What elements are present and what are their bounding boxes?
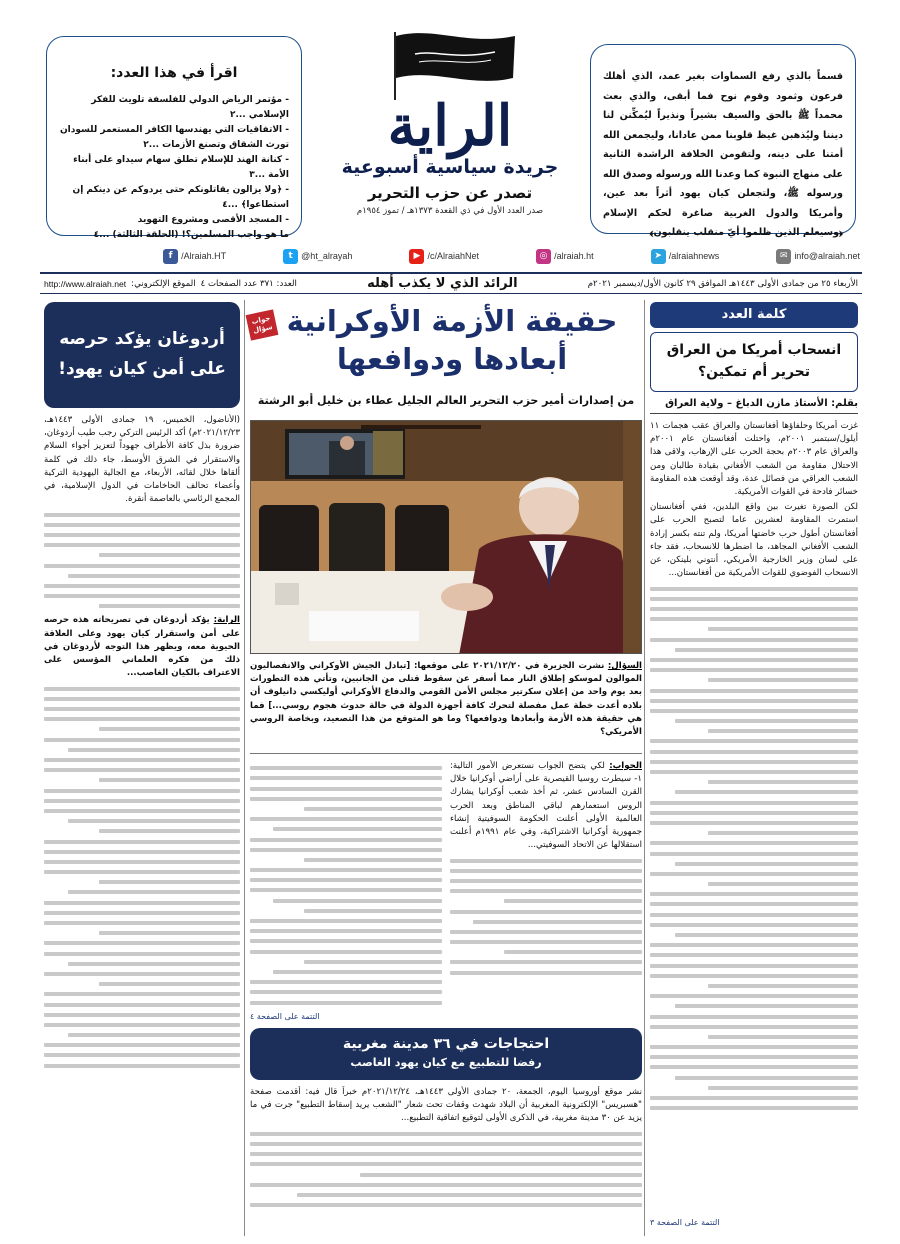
text-line (250, 868, 442, 872)
text-line (675, 1004, 858, 1008)
text-line (675, 1076, 858, 1080)
question-label: السؤال: (607, 661, 642, 671)
text-line (68, 1033, 240, 1037)
text-line (708, 729, 858, 733)
text-line (450, 960, 642, 964)
text-line (44, 717, 240, 721)
text-line (99, 880, 240, 884)
text-line (450, 930, 642, 934)
text-line (68, 890, 240, 894)
youtube-icon: ▶ (409, 249, 424, 264)
social-label: @ht_alrayah (301, 251, 353, 261)
text-line (450, 869, 642, 873)
text-line (650, 821, 858, 825)
text-line (650, 668, 858, 672)
editorial-text-placeholder (650, 587, 858, 1111)
publisher: تصدر عن حزب التحرير (367, 184, 533, 202)
text-line (68, 962, 240, 966)
text-line (273, 827, 442, 831)
logo-text: الراية (387, 93, 513, 159)
social-link[interactable] (406, 249, 479, 264)
text-line (44, 758, 240, 762)
text-line (650, 892, 858, 896)
morocco-text: نشر موقع أوروسيا اليوم، الجمعة، ٢٠ جمادى الأولى ١٤٤٣هـ، ٢٠٢١/١٢/٢٤م خبراً قال فيه: أقدمت صفحة "هسبريس" الإلكترونية المغربية أن البلاد شهدت وقفات تحت شعار "الشعب يريد إسقاط التطبيع" جرت في ما يزيد عن ٣٠ مدينة مغربية، في الذكرى الأولى لتوقيع اتفاقية التطبيع... (250, 1087, 642, 1124)
text-line (450, 859, 642, 863)
text-line (650, 974, 858, 978)
text-line (44, 1053, 240, 1057)
social-link[interactable] (280, 249, 352, 264)
text-line (250, 939, 442, 943)
social-label: /c/AlraiahNet (427, 251, 479, 261)
lead-title-line2: أبعادها ودوافعها (336, 342, 568, 376)
toc-box (46, 36, 302, 240)
social-link[interactable] (160, 249, 226, 264)
text-line (68, 574, 240, 578)
lead-photo (250, 420, 642, 654)
site-label: الموقع الإلكتروني: (131, 278, 196, 289)
text-line (304, 858, 442, 862)
text-line (708, 627, 858, 631)
lead-badge: جواب سؤال (246, 309, 279, 340)
text-line (273, 970, 442, 974)
sidebar-title-line2: على أمن كيان يهود! (58, 359, 226, 379)
text-line (44, 850, 240, 854)
column-divider-right (644, 300, 645, 1236)
text-line (450, 879, 642, 883)
text-line (708, 831, 858, 835)
sidebar-header (44, 302, 240, 408)
editorial-intro: غزت أمريكا وحلفاؤها أفغانستان والعراق عقب هجمات ١١ أيلول/سبتمبر ٢٠٠١م، واحتلت أفغانستان عام ٢٠٠١م والعراق عام ٢٠٠٣م بحجة الحرب على الإرهاب، ولاقى هذا الاحتلال مقاومة من الشعب الأفغاني بقيادة طالبان ومن الشعب العراقي من فصائل عدة، وقد أوقعت هذه المقاومة خسائر فادحة في القوات الأمريكية. (650, 421, 858, 498)
editorial-byline: بقلم: الأستاذ مازن الدباغ – ولاية العراق (650, 398, 858, 414)
text-line (650, 841, 858, 845)
text-line (650, 811, 858, 815)
social-bar (160, 246, 860, 266)
text-line (99, 982, 240, 986)
text-line (650, 1055, 858, 1059)
first-issue: صدر العدد الأول في ذي القعدة ١٣٧٣هـ / تموز ١٩٥٤م (356, 206, 544, 216)
text-line (675, 719, 858, 723)
text-line (44, 809, 240, 813)
text-line (99, 727, 240, 731)
text-line (650, 607, 858, 611)
social-link[interactable] (533, 249, 594, 264)
text-line (44, 860, 240, 864)
text-line (650, 1045, 858, 1049)
text-line (99, 553, 240, 557)
text-line (304, 807, 442, 811)
column-divider-left (244, 300, 245, 1236)
text-line (44, 870, 240, 874)
text-line (250, 838, 442, 842)
text-line (68, 748, 240, 752)
morocco-header (250, 1028, 642, 1080)
social-label: /alraiah.ht (554, 251, 594, 261)
text-line (250, 1132, 642, 1136)
text-line (44, 564, 240, 568)
dateline-bar (40, 272, 862, 294)
twitter-icon: t (283, 249, 298, 264)
answer-text-placeholder-left (250, 766, 442, 1004)
text-line (250, 817, 442, 821)
editorial-para2: لكن الصورة تغيرت بين واقع البلدين، ففي أفغانستان استمرت المقاومة لعشرين عاما لتصبح الحرب على أفغانستان أطول حرب خاضتها أمريكا، ولم تنته بكسر إرادة الشعب الأفغاني المجاهد، ما اضطرها للانسحاب، فقد جاء على لسان وزير الخارجية الأمريكي، أنتوني بلينكن، عن الانسحاب الفوضوي للقوات الأمريكية من أفغانستان... (650, 502, 858, 579)
text-line (360, 1173, 642, 1177)
text-line (44, 513, 240, 517)
text-line (650, 1015, 858, 1019)
toc-item[interactable]: - كنانة الهند للإسلام تطلق سهام سيداو على أبناء الأمة ...٣ (73, 155, 289, 180)
text-line (44, 901, 240, 905)
text-line (304, 909, 442, 913)
morocco-title-line2: رفضا للتطبيع مع كيان يهود الغاصب (350, 1056, 542, 1069)
social-label: info@alraiah.net (794, 251, 860, 261)
text-line (650, 760, 858, 764)
text-line (44, 952, 240, 956)
text-line (650, 1096, 858, 1100)
text-line (250, 1152, 642, 1156)
text-line (650, 801, 858, 805)
text-line (650, 953, 858, 957)
text-line (708, 780, 858, 784)
text-line (44, 768, 240, 772)
text-line (44, 1013, 240, 1017)
text-line (708, 882, 858, 886)
lead-title (262, 302, 642, 378)
text-line (273, 899, 442, 903)
text-line (250, 1203, 642, 1207)
text-line (504, 950, 642, 954)
text-line (250, 929, 442, 933)
text-line (650, 699, 858, 703)
text-line (99, 829, 240, 833)
text-line (250, 888, 442, 892)
text-line (650, 638, 858, 642)
text-line (675, 933, 858, 937)
text-line (650, 872, 858, 876)
text-line (44, 523, 240, 527)
text-line (44, 1043, 240, 1047)
issue-number: العدد: ٣٧١ عدد الصفحات ٤ (200, 278, 297, 289)
text-line (250, 990, 442, 994)
sidebar-comment-label: الراية: (213, 615, 240, 626)
text-line (450, 910, 642, 914)
lead-byline: من إصدارات أمير حزب التحرير العالم الجليل عطاء بن خليل أبو الرشتة (257, 394, 635, 407)
editorial-title-line2: تحرير أم تمكين؟ (697, 364, 811, 380)
text-line (250, 919, 442, 923)
text-line (250, 950, 442, 954)
toc-list (47, 81, 301, 243)
text-line (650, 923, 858, 927)
text-line (650, 1065, 858, 1069)
text-line (44, 533, 240, 537)
editorial-title-box (650, 332, 858, 392)
text-line (44, 941, 240, 945)
text-line (708, 984, 858, 988)
text-line (708, 678, 858, 682)
text-line (99, 778, 240, 782)
text-line (450, 940, 642, 944)
text-line (250, 1001, 442, 1005)
social-label: /alraiahnews (668, 251, 720, 261)
text-line (44, 799, 240, 803)
text-line (708, 1086, 858, 1090)
text-line (650, 689, 858, 693)
toc-item[interactable]: ما هو واجب المسلمين؟! (الحلقة الثالثة) ...٤ (93, 230, 289, 240)
text-line (44, 738, 240, 742)
text-line (650, 913, 858, 917)
text-line (650, 1025, 858, 1029)
text-line (650, 902, 858, 906)
text-line (68, 819, 240, 823)
text-line (650, 587, 858, 591)
lead-title-line1: حقيقة الأزمة الأوكرانية (286, 304, 618, 338)
text-line (44, 789, 240, 793)
sidebar-text-placeholder-2 (44, 687, 240, 1068)
text-line (650, 994, 858, 998)
text-line (44, 1064, 240, 1068)
social-link[interactable] (648, 249, 720, 264)
text-line (650, 750, 858, 754)
question-text: نشرت الجزيرة في ٢٠٢١/١٢/٢٠ على موقعها: [تبادل الجيش الأوكراني والانفصاليون الموالون لموسكو إطلاق النار مما أسفر عن سقوط قتلى من الجانبين، وتأتي هذه التطورات بعد يوم واحد من إعلان سكرتير مجلس الأمن القومي والدفاع الأوكراني أوليكسي دانيلوف أن بلاده أعدت خطة عمل مفصلة لتحرك كافة أجهزة الدولة في حالة حدوث هجوم روسي...] فما هي حقيقة هذه الأزمة وأبعادها ودوافعها؟ وما هو المتوقع من هذا التصعيد، وبخاصة الروسي الأمريكي؟ (250, 661, 642, 738)
text-line (250, 766, 442, 770)
text-line (99, 604, 240, 608)
text-line (504, 899, 642, 903)
text-line (250, 1183, 642, 1187)
sidebar-comment: يؤكد أردوغان في تصريحاته هذه حرصه على أمن واستقرار كيان يهود وعلى العلاقة الحيوية معه، ويظهر هذا التوجه لأردوغان في ذلك من فكره العلماني المؤسس على الاعتراف بالكيان الغاصب... (44, 615, 240, 679)
instagram-icon: ◎ (536, 249, 551, 264)
morocco-title-line1: احتجاجات في ٣٦ مدينة مغربية (342, 1036, 550, 1052)
text-line (675, 790, 858, 794)
editorial-body (650, 420, 858, 1232)
morocco-body (250, 1086, 642, 1232)
sidebar-body (44, 414, 240, 1234)
lead-question (250, 660, 642, 754)
text-line (250, 797, 442, 801)
text-line (250, 776, 442, 780)
editorial-continued[interactable]: التتمة على الصفحة ٣ (650, 1218, 740, 1227)
text-line (650, 852, 858, 856)
text-line (675, 862, 858, 866)
toc-item[interactable]: - مؤتمر الرياض الدولي للفلسفة تلويث للفكر الإسلامي ...٢ (91, 95, 289, 120)
text-line (650, 1106, 858, 1110)
text-line (450, 971, 642, 975)
lead-continued[interactable]: التتمة على الصفحة ٤ (250, 1012, 320, 1021)
morocco-text-placeholder (250, 1132, 642, 1207)
answer-label: الجواب: (609, 761, 642, 771)
sidebar-comment-para (44, 614, 240, 680)
sidebar-text-placeholder-1 (44, 513, 240, 609)
text-line (44, 1003, 240, 1007)
social-link[interactable] (773, 249, 860, 264)
text-line (250, 848, 442, 852)
oath-text: قسماً بالذي رفع السماوات بغير عمد، الذي أهلك فرعون وثمود وقوم نوح فما أبقى، والذي بعث محمداً ﷺ بالحق والسيف بشيراً ونذيراً ليُمكِّنن لنا ديننا وليُذهبن غيظ قلوبنا ممن عادانا، وليجمعن الله أمتنا على دينه، ولتقومن الخلافة الراشدة الثانية على منهاج النبوة كما وعدنا الله ورسوله وصدق الله ورسوله ﷺ، ولتجعلن كيان يهود أثراً بعد عين، وأمريكا والدول الغربية صاغرة لحكم الإسلام ﴿وسيعلم الذين ظلموا أيّ منقلب ينقلبون﴾ (603, 71, 843, 238)
telegram-icon: ➤ (651, 249, 666, 264)
issue-date: الأربعاء ٢٥ من جمادى الأولى ١٤٤٣هـ الموافق ٢٩ كانون الأول/ديسمبر ٢٠٢١م (587, 278, 858, 289)
text-line (473, 920, 642, 924)
text-line (650, 709, 858, 713)
text-line (44, 543, 240, 547)
website-link[interactable]: http://www.alraiah.net (44, 278, 127, 289)
text-line (650, 617, 858, 621)
text-line (44, 687, 240, 691)
text-line (44, 697, 240, 701)
text-line (650, 597, 858, 601)
text-line (675, 648, 858, 652)
facebook-icon: f (163, 249, 178, 264)
editorial-header: كلمة العدد (650, 302, 858, 328)
text-line (650, 739, 858, 743)
text-line (44, 992, 240, 996)
sidebar-title-line1: أردوغان يؤكد حرصه (59, 329, 225, 349)
answer-text-placeholder (450, 859, 642, 975)
text-line (650, 770, 858, 774)
text-line (450, 889, 642, 893)
toc-item[interactable]: - ﴿ولا يزالون يقاتلونكم حتى يردوكم عن دينكم إن استطاعوا﴾ ...٤ (72, 185, 289, 210)
text-line (250, 787, 442, 791)
tagline: جريدة سياسية أسبوعية (341, 156, 559, 178)
text-line (99, 931, 240, 935)
email-icon: ✉ (776, 249, 791, 264)
toc-item[interactable]: - الاتفاقيات التي يهندسها الكافر المستعمر للسودان تورث الشقاق وتصنع الأزمات ...٢ (59, 125, 289, 150)
text-line (44, 707, 240, 711)
text-line (297, 1193, 642, 1197)
masthead-logo (308, 20, 592, 240)
social-label: /Alraiah.HT (181, 251, 227, 261)
text-line (650, 658, 858, 662)
text-line (44, 840, 240, 844)
text-line (44, 594, 240, 598)
text-line (250, 1142, 642, 1146)
answer-text: لكي يتضح الجواب نستعرض الأمور التالية: ١- سيطرت روسيا القيصرية على أراضي أوكرانيا خلال القرن السادس عشر، ثم أخذ شعب أوكرانيا يشارك الروس استعمارهم لباقي المناطق وبعد الحرب العالمية الأولى أعلنت الحكومة السوفيتية إنشاء جمهورية أوكرانيا الاشتراكية، وفي عام ١٩٩١م أعلنت استقلالها عن الاتحاد السوفيتي... (450, 761, 642, 851)
toc-title: اقرأ في هذا العدد: (110, 65, 238, 81)
lead-answer-col-right (450, 760, 642, 1022)
text-line (708, 1035, 858, 1039)
text-line (44, 1023, 240, 1027)
lead-answer-col-left (250, 760, 442, 1012)
text-line (44, 921, 240, 925)
motto: الرائد الذي لا يكذب أهله (367, 276, 518, 291)
text-line (44, 911, 240, 915)
editorial-title-line1: انسحاب أمريكا من العراق (666, 342, 842, 358)
text-line (650, 943, 858, 947)
sidebar-intro: (الأناضول، الخميس، ١٩ جمادى الأولى ١٤٤٣هـ، ٢٠٢١/١٢/٢٣م) أكد الرئيس التركي رجب طيب أردوغان، ضرورة بذل كافة الأطراف جهوداً لتعزيز أجواء السلام والاستقرار في الشرق الأوسط، جاء ذلك في كلمة ألقاها خلال لقائه، الأربعاء، مع الجالية اليهودية التركية وأعضاء تحالف الحاخامات في الدول الإسلامية، في المجمع الرئاسي بالعاصمة أنقرة. (44, 415, 240, 505)
issue-meta (44, 279, 297, 289)
flag-icon (375, 30, 525, 100)
text-line (304, 960, 442, 964)
text-line (650, 964, 858, 968)
text-line (44, 972, 240, 976)
oath-box (590, 44, 856, 238)
text-line (250, 980, 442, 984)
text-line (250, 878, 442, 882)
toc-item[interactable]: - المسجد الأقصى ومشروع التهويد (137, 215, 289, 225)
video-call-image (250, 421, 641, 654)
text-line (44, 584, 240, 588)
text-line (250, 1162, 642, 1166)
